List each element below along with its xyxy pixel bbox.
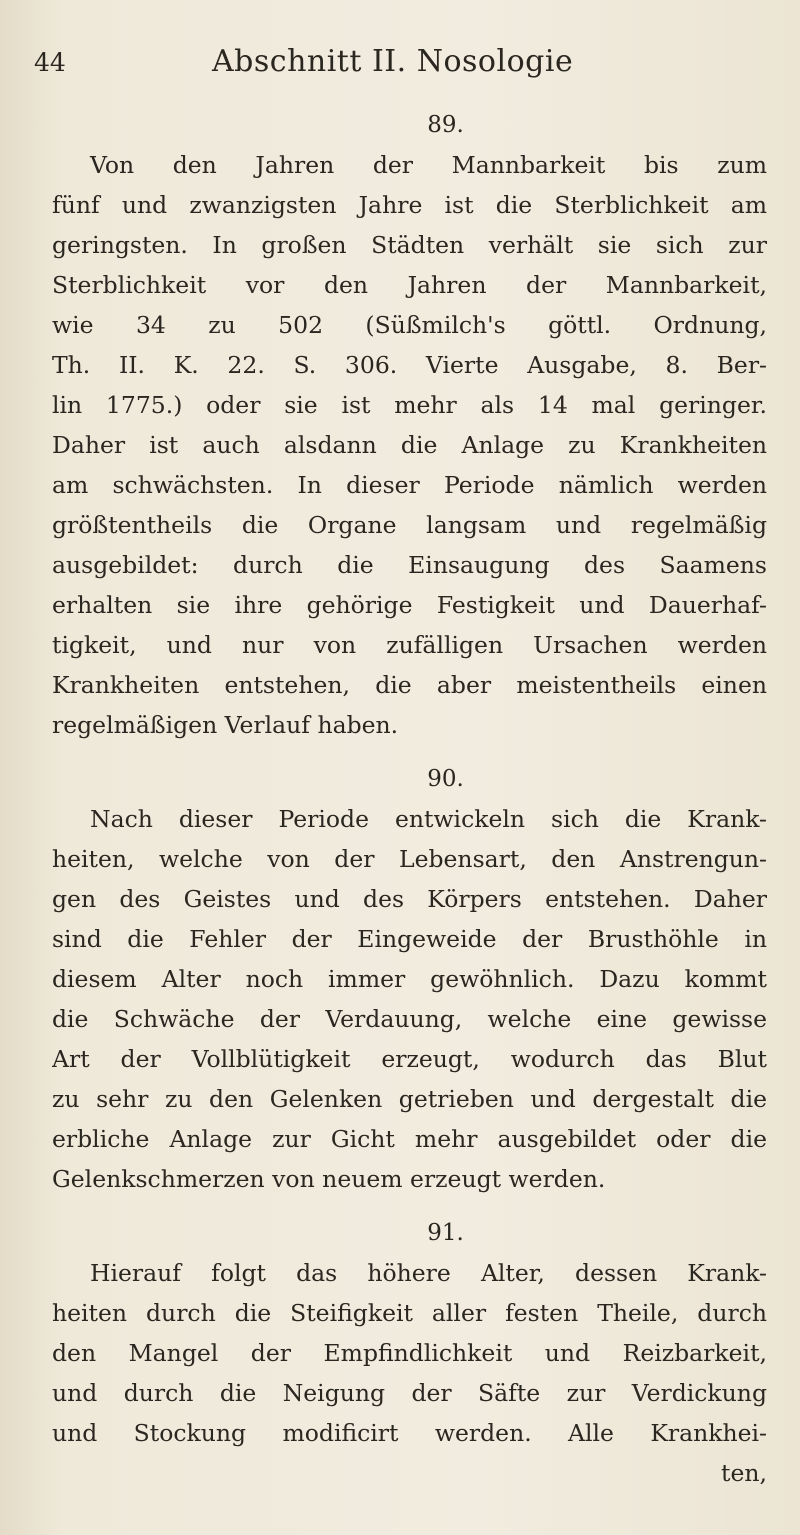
text-line: tigkeit, und nur von zufälligen Ursachen werden [52, 631, 767, 659]
page-number: 44 [34, 48, 66, 77]
text-line: größtentheils die Organe langsam und regelmäßig [52, 511, 767, 539]
text-line: Nach dieser Periode entwickeln sich die Krank- [90, 805, 767, 833]
text-line: wie 34 zu 502 (Süßmilch's göttl. Ordnung, [52, 311, 767, 339]
section-number: 89. [427, 112, 464, 138]
text-line: Th. II. K. 22. S. 306. Vierte Ausgabe, 8. Ber- [52, 351, 767, 379]
text-line: ten, [721, 1459, 767, 1487]
text-line: und Stockung modificirt werden. Alle Krankhei- [52, 1419, 767, 1447]
section-89 [52, 105, 767, 745]
text-line: am schwächsten. In dieser Periode nämlich werden [52, 471, 767, 499]
text-line: heiten, welche von der Lebensart, den Anstrengun- [52, 845, 767, 873]
text-line: die Schwäche der Verdauung, welche eine gewisse [52, 1005, 767, 1033]
text-line: und durch die Neigung der Säfte zur Verdickung [52, 1379, 767, 1407]
text-line: Krankheiten entstehen, die aber meistentheils einen [52, 671, 767, 699]
text-line: den Mangel der Empfindlichkeit und Reizbarkeit, [52, 1339, 767, 1367]
section-number: 90. [427, 766, 464, 792]
section-91 [52, 1213, 767, 1493]
text-line: gen des Geistes und des Körpers entstehen. Daher [52, 885, 767, 913]
text-line: erhalten sie ihre gehörige Festigkeit und Dauerhaf- [52, 591, 767, 619]
section-number: 91. [427, 1220, 464, 1246]
text-line: Von den Jahren der Mannbarkeit bis zum [90, 151, 767, 179]
text-line: heiten durch die Steifigkeit aller festen Theile, durch [52, 1299, 767, 1327]
text-line: lin 1775.) oder sie ist mehr als 14 mal geringer. [52, 391, 767, 419]
text-line: sind die Fehler der Eingeweide der Brusthöhle in [52, 925, 767, 953]
text-line: Hierauf folgt das höhere Alter, dessen Krank- [90, 1259, 767, 1287]
text-line: diesem Alter noch immer gewöhnlich. Dazu kommt [52, 965, 767, 993]
text-line: regelmäßigen Verlauf haben. [52, 711, 399, 739]
text-line: Daher ist auch alsdann die Anlage zu Krankheiten [52, 431, 767, 459]
text-line: Sterblichkeit vor den Jahren der Mannbarkeit, [52, 271, 767, 299]
text-line: ausgebildet: durch die Einsaugung des Saamens [52, 551, 767, 579]
text-line: Art der Vollblütigkeit erzeugt, wodurch das Blut [52, 1045, 767, 1073]
text-line: zu sehr zu den Gelenken getrieben und dergestalt die [52, 1085, 767, 1113]
running-title: Abschnitt II. Nosologie [212, 44, 574, 79]
text-line: erbliche Anlage zur Gicht mehr ausgebildet oder die [52, 1125, 767, 1153]
text-line: fünf und zwanzigsten Jahre ist die Sterblichkeit am [52, 191, 767, 219]
page-body [52, 105, 767, 1507]
text-line: Gelenkschmerzen von neuem erzeugt werden. [52, 1165, 606, 1193]
section-90 [52, 759, 767, 1199]
page-header [34, 38, 754, 88]
text-line: geringsten. In großen Städten verhält sie sich zur [52, 231, 767, 259]
